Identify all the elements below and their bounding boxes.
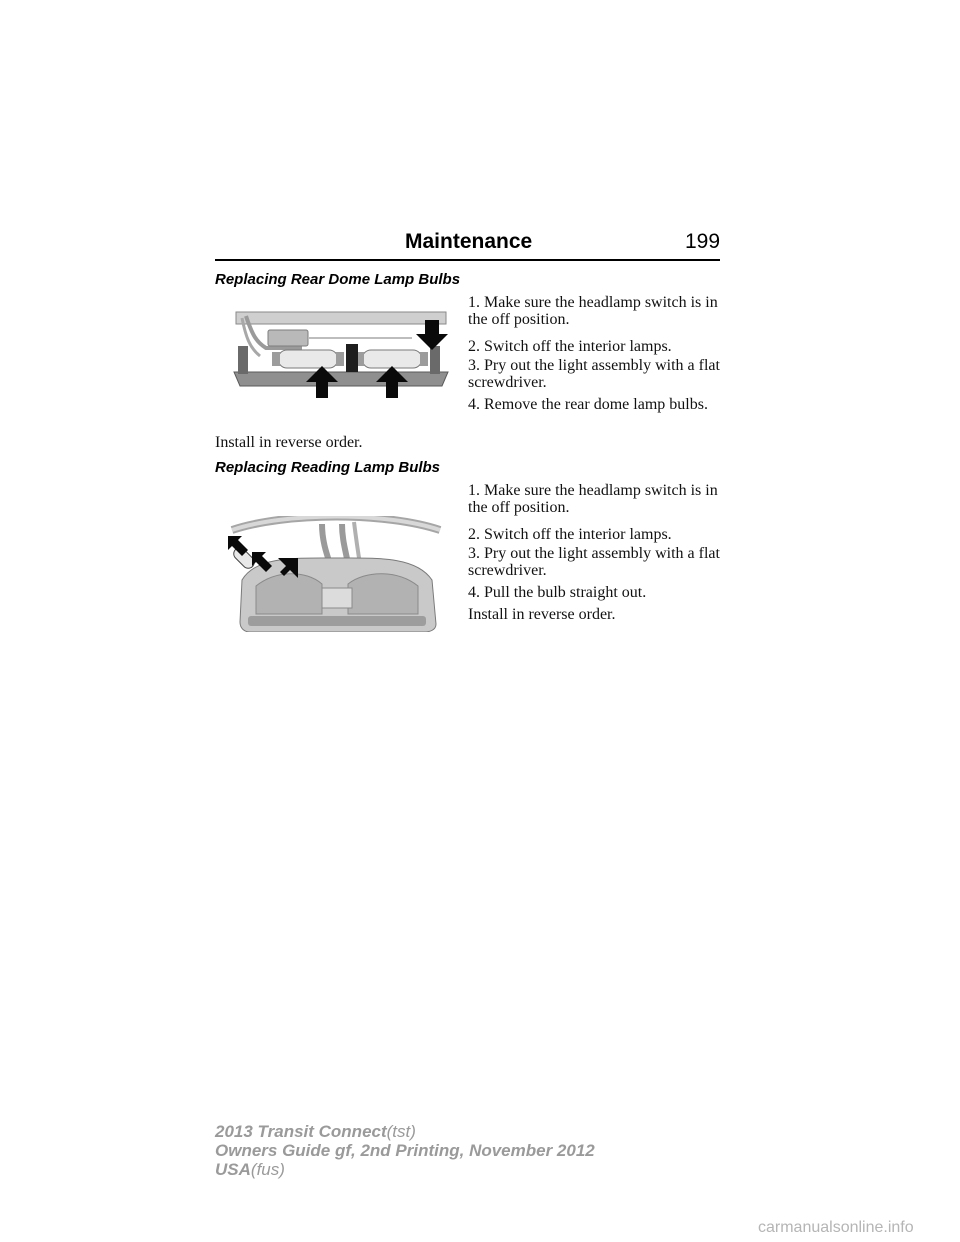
footer-market-line xyxy=(215,1160,285,1180)
page-number: 199 xyxy=(685,230,721,253)
reading-lamp-figure xyxy=(226,516,444,632)
reading-lamp-step-4: 4. Pull the bulb straight out. xyxy=(468,584,647,601)
rear-dome-lamp-figure xyxy=(232,308,450,400)
reading-lamp-step-1: 1. Make sure the headlamp switch is in the off position. xyxy=(468,482,718,516)
page-title: Maintenance xyxy=(405,230,533,253)
footer-model-code: (tst) xyxy=(386,1122,416,1141)
reading-lamp-step-2: 2. Switch off the interior lamps. xyxy=(468,526,672,543)
rear-dome-closing: Install in reverse order. xyxy=(215,434,363,451)
rear-dome-step-1: 1. Make sure the headlamp switch is in the off position. xyxy=(468,294,718,328)
header-rule xyxy=(215,259,720,261)
section-heading-rear-dome: Replacing Rear Dome Lamp Bulbs xyxy=(215,271,461,288)
footer-model-line xyxy=(215,1122,416,1142)
rear-dome-step-3: 3. Pry out the light assembly with a flat screwdriver. xyxy=(468,357,720,391)
footer-printing-line: Owners Guide gf, 2nd Printing, November 2012 xyxy=(215,1141,595,1160)
rear-dome-step-4: 4. Remove the rear dome lamp bulbs. xyxy=(468,396,708,413)
footer-market: USA xyxy=(215,1160,251,1179)
footer-market-code: (fus) xyxy=(250,1160,285,1179)
footer-model: 2013 Transit Connect xyxy=(215,1122,387,1141)
rear-dome-step-2: 2. Switch off the interior lamps. xyxy=(468,338,672,355)
reading-lamp-step-3: 3. Pry out the light assembly with a flat screwdriver. xyxy=(468,545,720,579)
watermark-text: carmanualsonline.info xyxy=(758,1219,914,1236)
reading-lamp-closing: Install in reverse order. xyxy=(468,606,616,623)
section-heading-reading-lamp: Replacing Reading Lamp Bulbs xyxy=(215,459,441,476)
